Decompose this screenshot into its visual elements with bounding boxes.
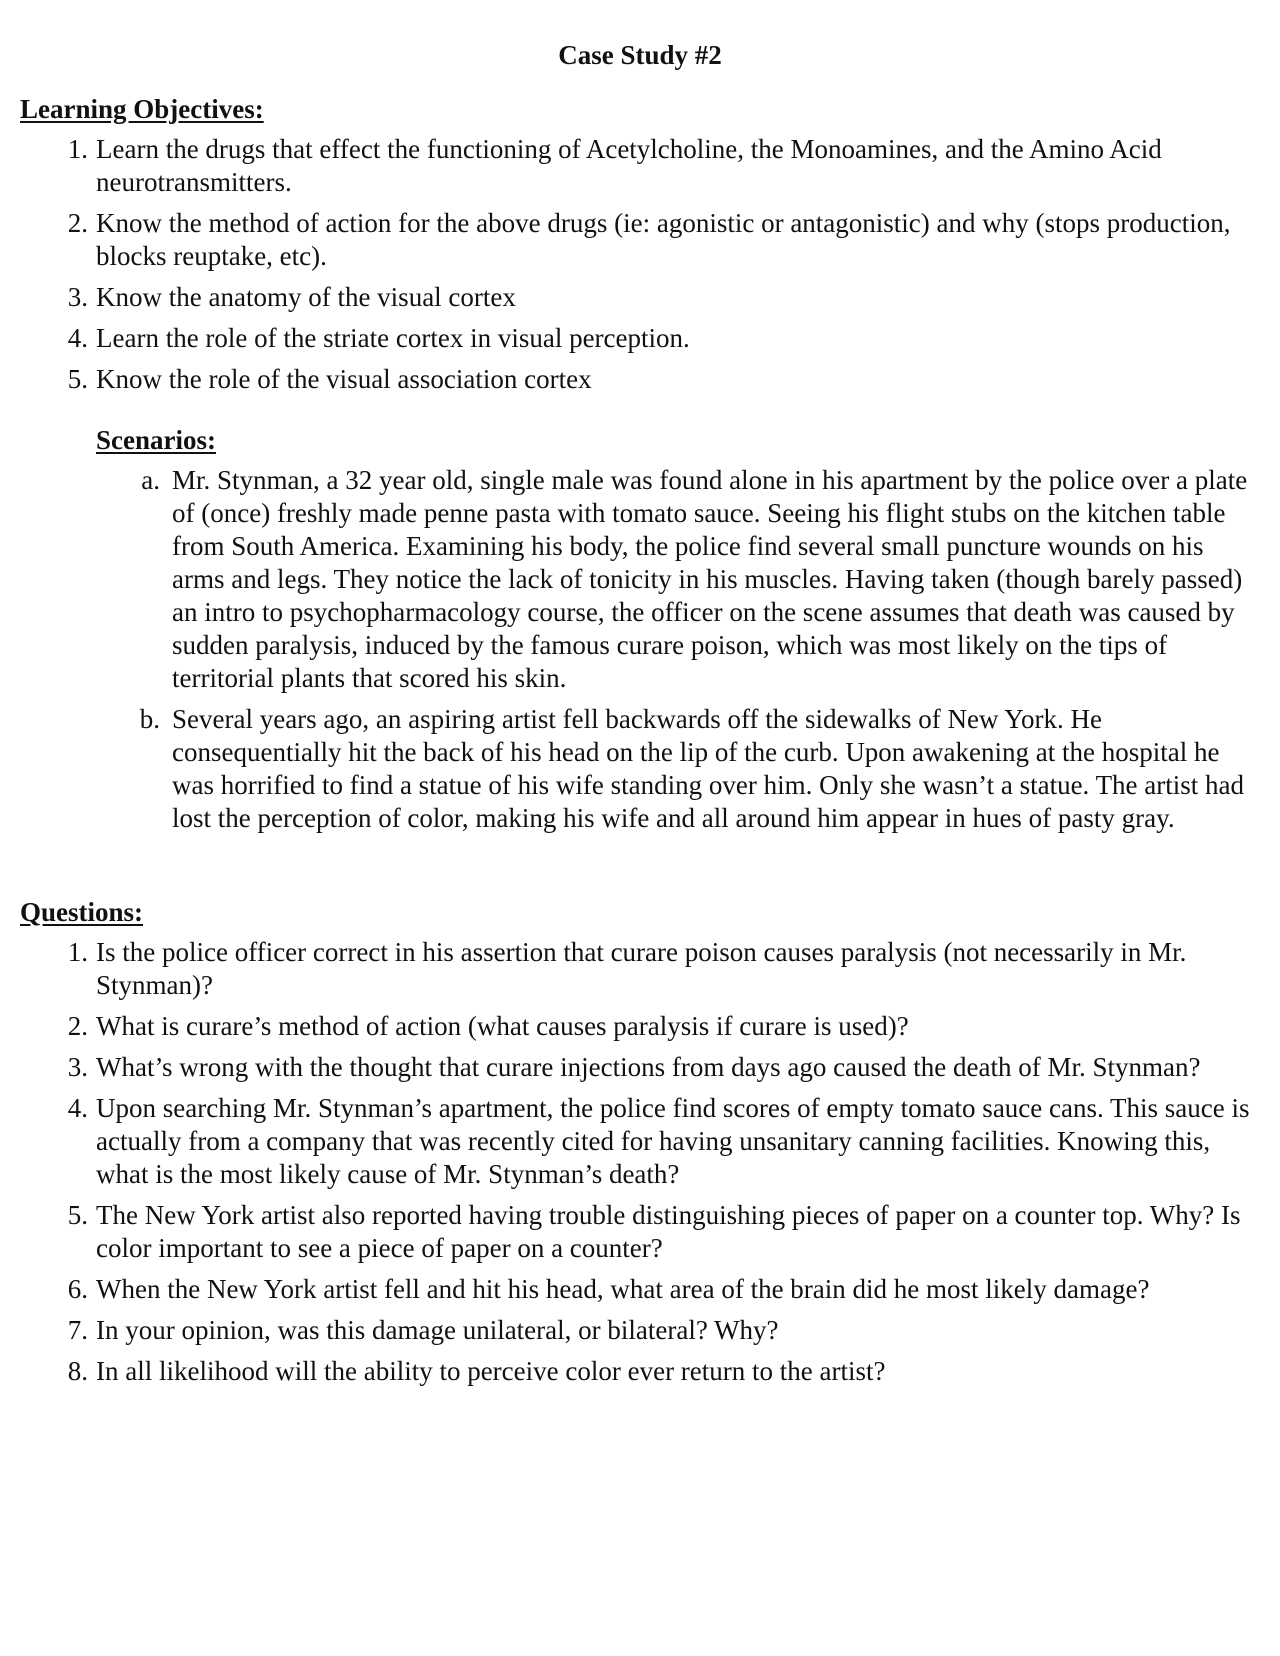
list-marker: 8. — [67, 1356, 88, 1386]
list-marker: 2. — [67, 208, 88, 238]
list-marker: 1. — [67, 937, 88, 967]
list-marker: 7. — [67, 1315, 88, 1345]
list-item — [58, 1092, 1258, 1191]
list-item — [58, 1273, 1258, 1306]
list-item — [58, 1051, 1258, 1084]
list-item-text: Know the role of the visual association cortex — [96, 364, 592, 394]
list-item — [58, 936, 1258, 1002]
list-item — [134, 464, 1258, 695]
list-item-text: In all likelihood will the ability to perceive color ever return to the artist? — [96, 1356, 886, 1386]
scenarios-list — [134, 464, 1258, 843]
list-marker: 4. — [67, 1093, 88, 1123]
list-item — [58, 1314, 1258, 1347]
list-item-text: Know the method of action for the above drugs (ie: agonistic or antagonistic) and why (stops production, blocks reuptake, etc). — [96, 208, 1231, 271]
list-marker: 3. — [67, 282, 88, 312]
list-marker: 1. — [67, 134, 88, 164]
list-item — [58, 207, 1258, 273]
list-marker: 2. — [67, 1011, 88, 1041]
list-marker: 5. — [67, 1200, 88, 1230]
page-title: Case Study #2 — [558, 40, 722, 70]
learning-objectives-heading: Learning Objectives: — [20, 94, 264, 124]
list-marker: 6. — [67, 1274, 88, 1304]
list-item — [58, 133, 1258, 199]
list-item-text: Know the anatomy of the visual cortex — [96, 282, 516, 312]
list-item — [58, 363, 1258, 396]
list-item-text: Mr. Stynman, a 32 year old, single male was found alone in his apartment by the police over a plate of (once) freshly made penne pasta with tomato sauce. Seeing his flight stubs on the kitchen table from South America. Examining his body, the police find several small puncture wounds on his arms and legs. They notice the lack of tonicity in his muscles. Having taken (though barely passed) an intro to psychopharmacology course, the officer on the scene assumes that death was caused by sudden paralysis, induced by the famous curare poison, which was most likely on the tips of territorial plants that scored his skin. — [172, 465, 1248, 693]
scenarios-heading: Scenarios: — [96, 425, 216, 455]
list-item-text: The New York artist also reported having trouble distinguishing pieces of paper on a counter top. Why? Is color important to see a piece of paper on a counter? — [96, 1200, 1241, 1263]
list-item-text: When the New York artist fell and hit his head, what area of the brain did he most likely damage? — [96, 1274, 1150, 1304]
list-marker: 4. — [67, 323, 88, 353]
list-item — [58, 281, 1258, 314]
list-item — [58, 1355, 1258, 1388]
list-item-text: Learn the role of the striate cortex in visual perception. — [96, 323, 690, 353]
list-item — [58, 322, 1258, 355]
list-item-text: Several years ago, an aspiring artist fell backwards off the sidewalks of New York. He consequentially hit the back of his head on the lip of the curb. Upon awakening at the hospital he was horrified to find a statue of his wife standing over him. Only she wasn’t a statue. The artist had lost the perception of color, making his wife and all around him appear in hues of pasty gray. — [172, 704, 1245, 833]
list-item-text: Is the police officer correct in his assertion that curare poison causes paralysis (not necessarily in Mr. Stynman)? — [96, 937, 1187, 1000]
list-marker: b. — [139, 704, 160, 734]
list-item — [58, 1010, 1258, 1043]
list-marker: 5. — [67, 364, 88, 394]
list-marker: a. — [141, 465, 160, 495]
list-item-text: Upon searching Mr. Stynman’s apartment, the police find scores of empty tomato sauce cans. This sauce is actually from a company that was recently cited for having unsanitary canning facilities. Knowing this, what is the most likely cause of Mr. Stynman’s death? — [96, 1093, 1250, 1189]
learning-objectives-list — [58, 133, 1258, 404]
list-item — [134, 703, 1258, 835]
questions-list — [58, 936, 1258, 1396]
list-item-text: In your opinion, was this damage unilateral, or bilateral? Why? — [96, 1315, 779, 1345]
questions-heading: Questions: — [20, 897, 144, 927]
list-item-text: What’s wrong with the thought that curare injections from days ago caused the death of Mr. Stynman? — [96, 1052, 1201, 1082]
list-item-text: What is curare’s method of action (what causes paralysis if curare is used)? — [96, 1011, 909, 1041]
list-marker: 3. — [67, 1052, 88, 1082]
list-item — [58, 1199, 1258, 1265]
list-item-text: Learn the drugs that effect the functioning of Acetylcholine, the Monoamines, and the Amino Acid neurotransmitters. — [96, 134, 1162, 197]
